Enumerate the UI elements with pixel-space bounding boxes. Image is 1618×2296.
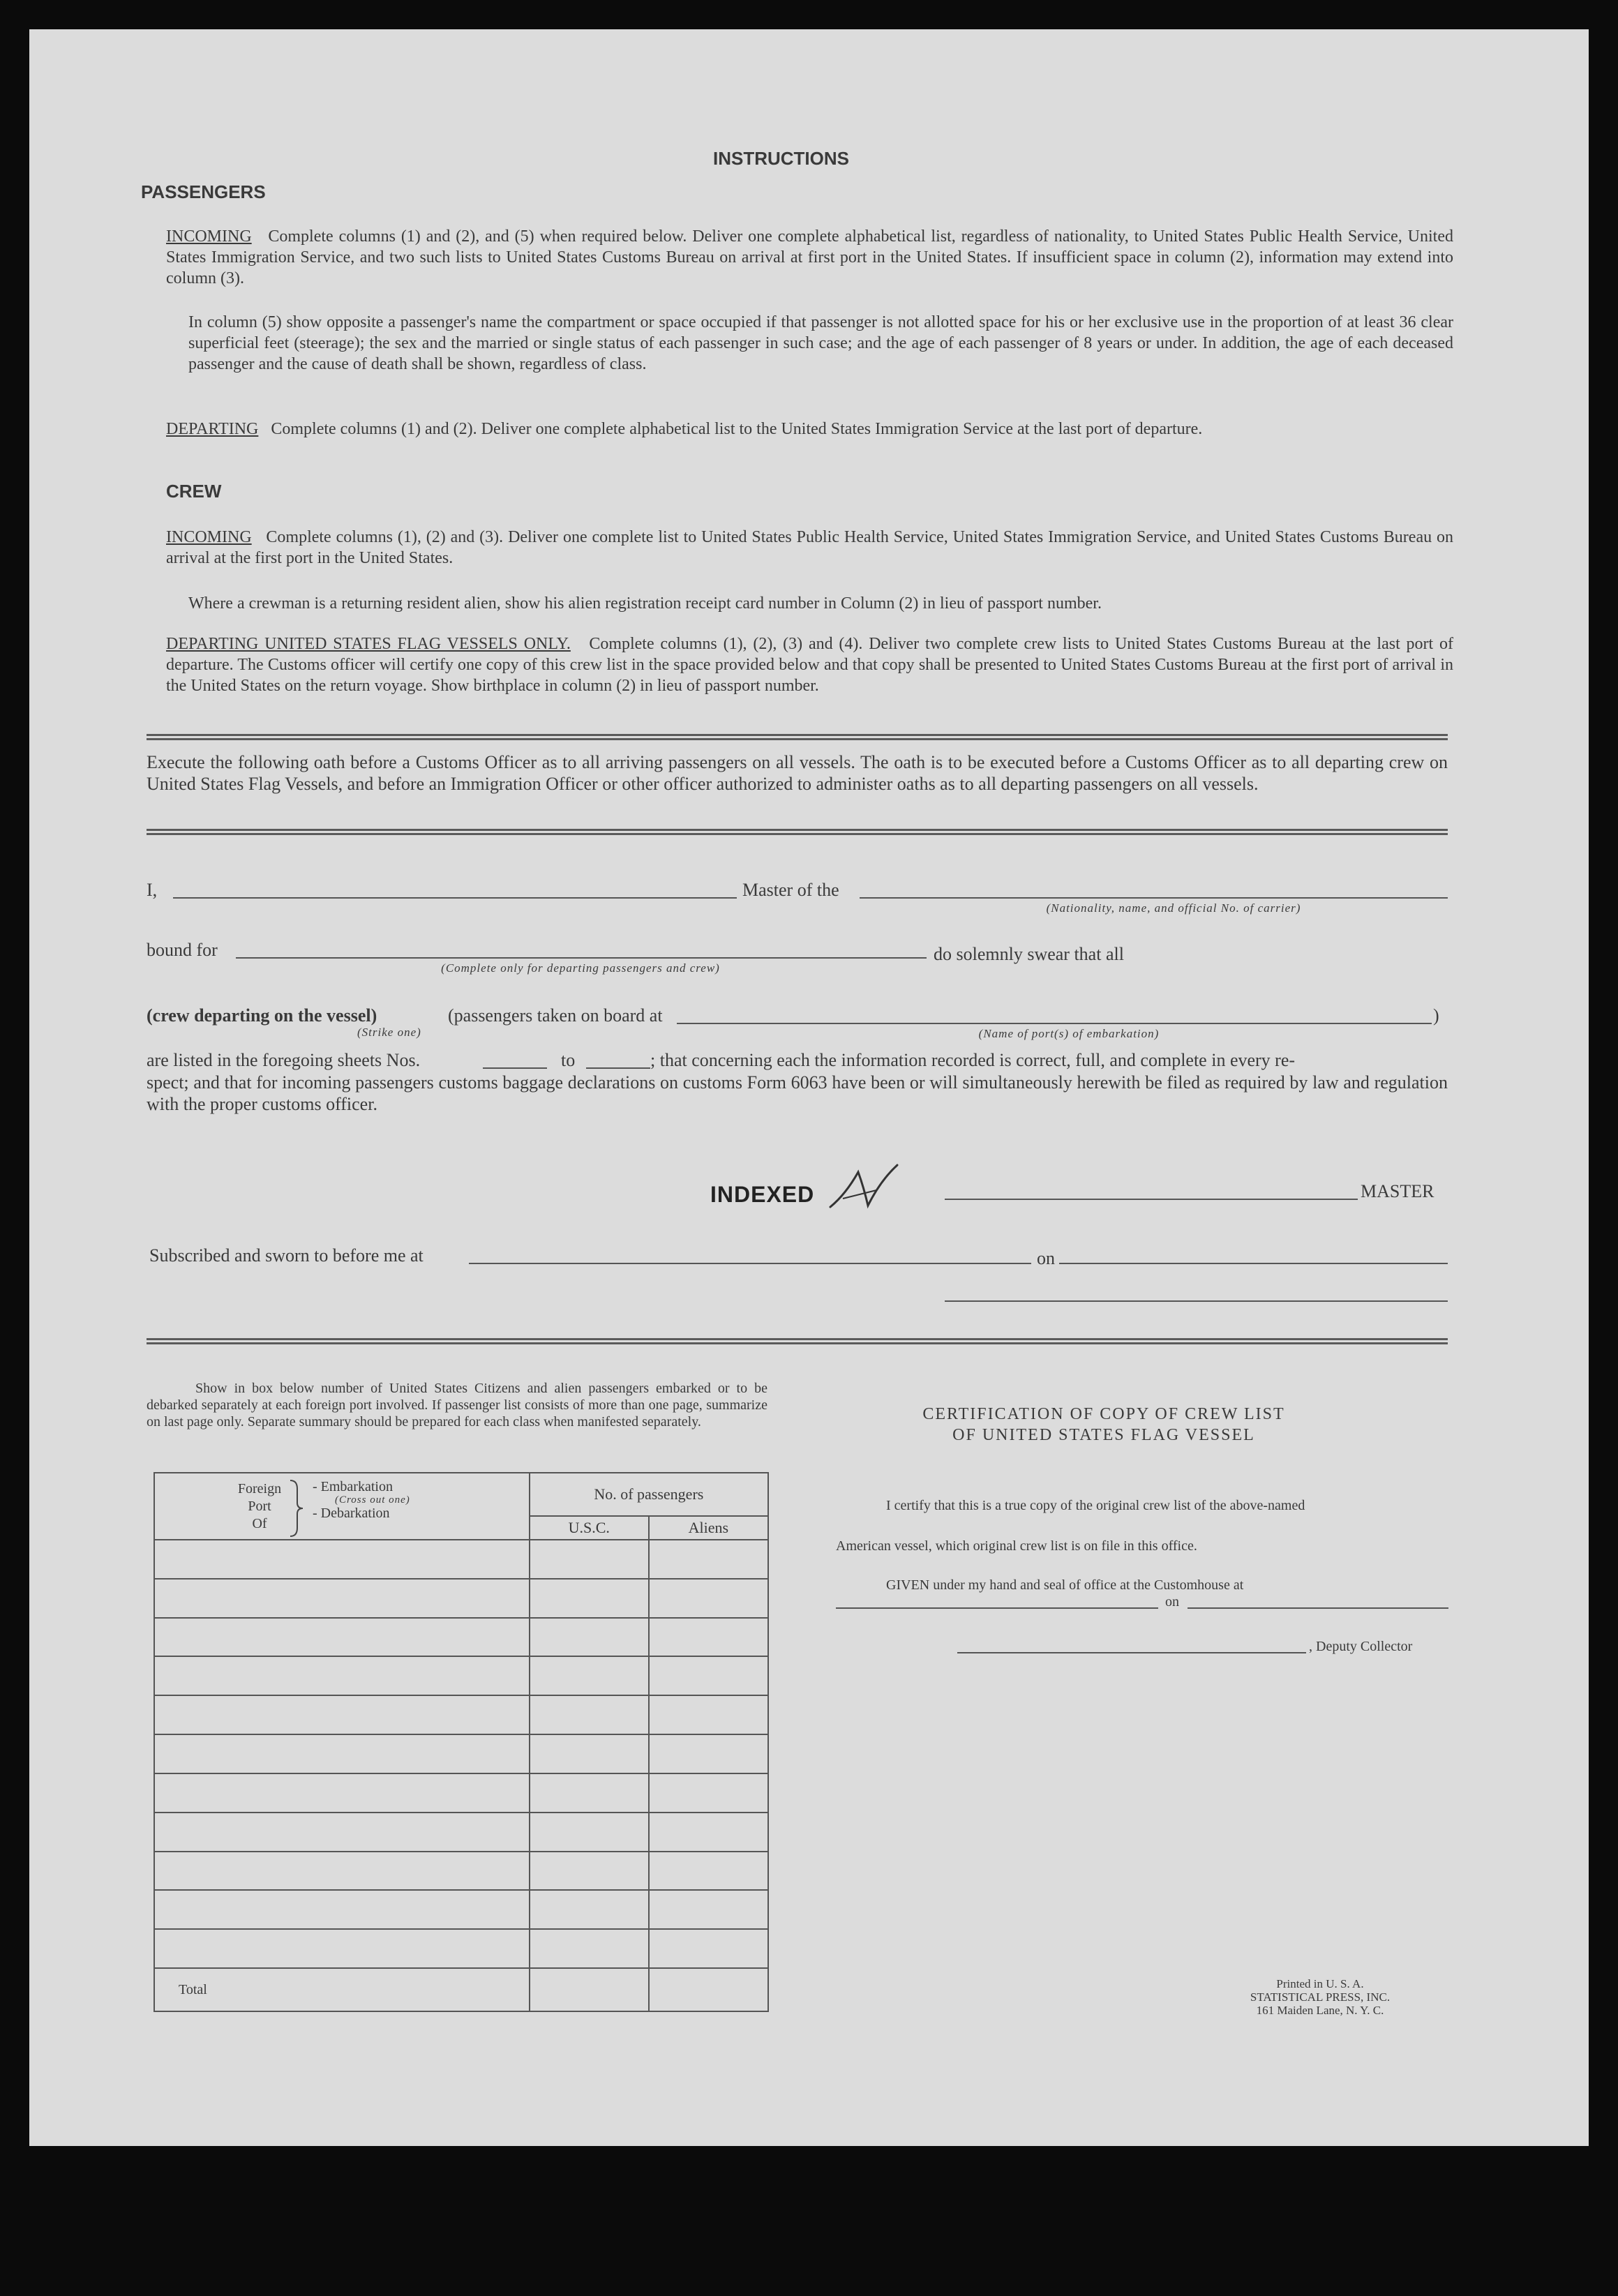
cert-on-label: on xyxy=(1165,1594,1179,1610)
printer-imprint xyxy=(1208,1977,1432,2017)
master-name-field[interactable] xyxy=(173,897,737,899)
passenger-summary-table xyxy=(153,1472,769,2012)
table-row xyxy=(154,1773,768,1813)
passenger-departing-paragraph xyxy=(166,419,1453,440)
divider xyxy=(147,829,1448,835)
certify-line1: I certify that this is a true copy of the original crew list of the above-named xyxy=(886,1498,1305,1513)
strike-one-hint: (Strike one) xyxy=(357,1026,421,1039)
passenger-departing-text: Complete columns (1) and (2). Deliver one complete alphabetical list to the United States Immigration Service at the last port of departure. xyxy=(271,420,1203,438)
total-row xyxy=(154,1968,768,2011)
passengers-taken-option[interactable]: (passengers taken on board at xyxy=(448,1005,663,1026)
certify-line2: American vessel, which original crew list is on file in this office. xyxy=(836,1538,1197,1554)
passenger-incoming-paragraph xyxy=(166,226,1453,289)
table-row xyxy=(154,1813,768,1852)
printer-line3: 161 Maiden Lane, N. Y. C. xyxy=(1256,2004,1384,2017)
certification-title-line2: OF UNITED STATES FLAG VESSEL xyxy=(952,1426,1255,1444)
master-of-the-label: Master of the xyxy=(742,880,839,900)
certification-title-line1: CERTIFICATION OF COPY OF CREW LIST xyxy=(922,1405,1285,1423)
crew-incoming-text: Complete columns (1), (2) and (3). Deliver one complete list to United States Public Health Service, United States Immigration Service, and United States Customs Bureau on arrival at the first port in the United States. xyxy=(166,528,1453,567)
crew-heading: CREW xyxy=(166,481,222,502)
crew-alien-paragraph: Where a crewman is a returning resident alien, show his alien registration receipt card number in Column (2) in lieu of passport number. xyxy=(188,594,1102,613)
bound-for-hint: (Complete only for departing passengers and crew) xyxy=(441,961,720,975)
table-row xyxy=(154,1656,768,1695)
divider xyxy=(147,1338,1448,1344)
close-paren: ) xyxy=(1433,1005,1439,1026)
debarkation-label: - Debarkation xyxy=(313,1506,390,1521)
table-row xyxy=(154,1618,768,1657)
passenger-departing-label: DEPARTING xyxy=(166,420,259,438)
crew-departing-label: DEPARTING UNITED STATES FLAG VESSELS ONLY. xyxy=(166,635,571,653)
passengers-heading: PASSENGERS xyxy=(141,181,266,202)
sheet-from-field[interactable] xyxy=(483,1067,547,1069)
crew-incoming-label: INCOMING xyxy=(166,528,252,546)
embarkation-port-field[interactable] xyxy=(677,1023,1432,1024)
carrier-field[interactable] xyxy=(860,897,1448,899)
form-sheet xyxy=(29,29,1589,2146)
passenger-incoming-label: INCOMING xyxy=(166,227,252,246)
bound-for-label: bound for xyxy=(147,940,218,960)
officer-signature-field[interactable] xyxy=(945,1300,1448,1302)
oath-i-label: I, xyxy=(147,880,158,900)
solemnly-swear-text: do solemnly swear that all xyxy=(934,944,1124,964)
divider xyxy=(147,734,1448,740)
crew-incoming-paragraph xyxy=(166,527,1453,569)
table-row xyxy=(154,1734,768,1773)
table-row xyxy=(154,1579,768,1618)
foreign-label: Foreign xyxy=(237,1481,282,1496)
port-hint: (Name of port(s) of embarkation) xyxy=(978,1027,1160,1040)
listed-sheets-label: are listed in the foregoing sheets Nos. xyxy=(147,1050,421,1070)
carrier-hint: (Nationality, name, and official No. of carrier) xyxy=(1046,901,1301,915)
bound-for-field[interactable] xyxy=(236,957,927,959)
sworn-on-label: on xyxy=(1037,1248,1055,1268)
certification-title xyxy=(860,1404,1348,1446)
printer-line2: STATISTICAL PRESS, INC. xyxy=(1250,1990,1391,2004)
usc-header: U.S.C. xyxy=(530,1516,649,1540)
embarkation-label: - Embarkation xyxy=(313,1479,393,1494)
port-header-cell xyxy=(154,1473,530,1540)
crew-departing-paragraph xyxy=(166,633,1453,696)
cross-out-hint: (Cross out one) xyxy=(335,1494,410,1506)
customhouse-field[interactable] xyxy=(836,1607,1158,1609)
sworn-place-field[interactable] xyxy=(469,1263,1031,1264)
given-line: GIVEN under my hand and seal of office at the Customhouse at xyxy=(886,1577,1244,1593)
summary-note: Show in box below number of United States Citizens and alien passengers embarked or to be debarked separately at each foreign port involved. If passenger list consists of more than one page, summarize on last page only. Separate summary should be prepared for each class when manifested separately. xyxy=(147,1381,767,1430)
crew-departing-text: Complete columns (1), (2), (3) and (4). Deliver two complete crew lists to United States Customs Bureau at the last port of departure. The Customs officer will certify one copy of this crew list in the space provided below and that copy shall be presented to United States Customs Bureau at the first port of arrival in the United States on the return voyage. Show birthplace in column (2) in lieu of passport number. xyxy=(166,635,1454,695)
total-usc-cell[interactable] xyxy=(530,1968,649,2011)
deputy-collector-label: , Deputy Collector xyxy=(1309,1639,1413,1654)
cert-date-field[interactable] xyxy=(1188,1607,1448,1609)
table-row xyxy=(154,1929,768,1968)
table-row xyxy=(154,1852,768,1891)
port-label: Port xyxy=(248,1499,271,1514)
total-aliens-cell[interactable] xyxy=(649,1968,768,2011)
printer-line1: Printed in U. S. A. xyxy=(1276,1977,1364,1990)
table-row xyxy=(154,1695,768,1734)
aliens-header: Aliens xyxy=(649,1516,768,1540)
crew-departing-paren: (crew departing on the vessel) xyxy=(147,1005,377,1026)
listed-to-label: to xyxy=(561,1050,576,1070)
sheet-to-field[interactable] xyxy=(586,1067,650,1069)
subscribed-label: Subscribed and sworn to before me at xyxy=(149,1245,424,1266)
listed-sheets-continued: ; that concerning each the information recorded is correct, full, and complete in every re- xyxy=(650,1050,1296,1070)
oath-statement: spect; and that for incoming passengers customs baggage declarations on customs Form 6063 have been or will simultaneously herewith be filed as required by law and regulation with the proper customs officer. xyxy=(147,1072,1448,1114)
master-label: MASTER xyxy=(1361,1181,1435,1201)
handwritten-initial-mark xyxy=(825,1160,901,1215)
oath-intro: Execute the following oath before a Customs Officer as to all arriving passengers on all vessels. The oath is to be executed before a Customs Officer as to all departing crew on United States Flag Vessels, and before an Immigration Officer or other officer authorized to administer oaths as to all departing passengers on all vessels. xyxy=(147,752,1448,794)
no-of-passengers-header: No. of passengers xyxy=(530,1473,768,1516)
passenger-column5-paragraph: In column (5) show opposite a passenger's name the compartment or space occupied if that passenger is not allotted space for his or her exclusive use in the proportion of at least 36 clear superficial feet (steerage); the sex and the married or single status of each passenger in such case; and the age of each passenger of 8 years or under. In addition, the age of each deceased passenger and the cause of death shall be shown, regardless of class. xyxy=(188,313,1453,373)
table-row xyxy=(154,1540,768,1579)
passenger-incoming-text: Complete columns (1) and (2), and (5) when required below. Deliver one complete alphabetical list, regardless of nationality, to United States Public Health Service, United States Immigration Service, and two such lists to United States Customs Bureau on arrival at first port in the United States. If insufficient space in column (2), information may extend into column (3). xyxy=(166,227,1454,287)
total-label: Total xyxy=(154,1968,530,2011)
instructions-heading: INSTRUCTIONS xyxy=(713,148,849,169)
brace-icon xyxy=(287,1479,304,1538)
deputy-signature-field[interactable] xyxy=(957,1652,1306,1653)
master-signature-field[interactable] xyxy=(945,1199,1358,1200)
of-label: Of xyxy=(252,1516,267,1531)
table-row xyxy=(154,1890,768,1929)
crew-departing-option[interactable] xyxy=(147,1005,377,1026)
indexed-stamp: INDEXED xyxy=(710,1182,815,1207)
sworn-date-field[interactable] xyxy=(1059,1263,1448,1264)
